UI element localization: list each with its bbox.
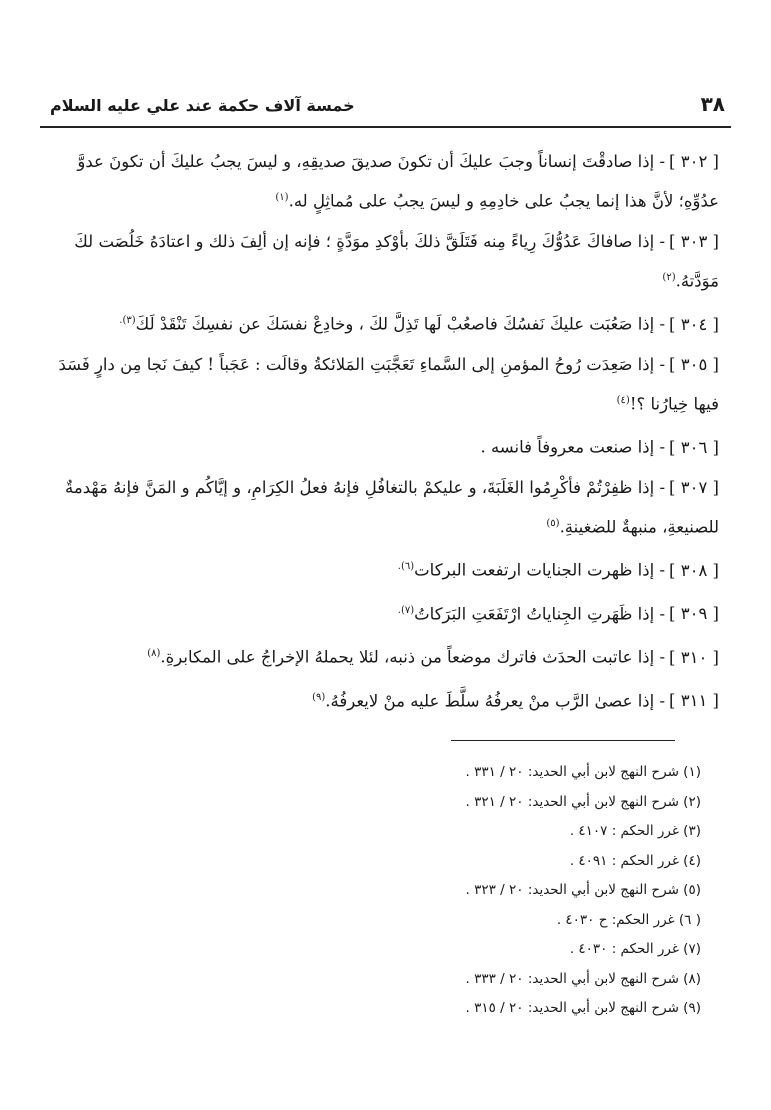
footnote-item: (٨) شرح النهج لابن أبي الحديد: ٢٠ / ٣٣٣ . bbox=[465, 970, 701, 987]
footnote-item: (٥) شرح النهج لابن أبي الحديد: ٢٠ / ٣٢٣ . bbox=[465, 882, 701, 898]
footnote-ref: (٣). bbox=[119, 315, 136, 326]
saying-number: [ ٣٠٨ ] bbox=[669, 560, 719, 580]
footnote-item: (٧) غرر الحكم : ٤٠٣٠ . bbox=[569, 941, 701, 957]
footnote-ref: (٧). bbox=[397, 604, 415, 616]
footnote-item: ( ٦) غرر الحكم: ح ٤٠٣٠ . bbox=[556, 911, 701, 928]
saying-number: [ ٣٠٥ ] bbox=[669, 354, 719, 374]
saying-number: [ ٣٠٩ ] bbox=[669, 604, 719, 623]
saying-308 bbox=[58, 549, 719, 589]
saying-text: - إذا عصىٰ الرَّب منْ يعرفُهُ سلَّطَ عليه منْ لايعرفُهُ. bbox=[325, 691, 666, 710]
saying-303 bbox=[58, 224, 719, 300]
saying-309 bbox=[58, 593, 719, 633]
saying-305 bbox=[58, 347, 719, 423]
saying-number: [ ٣١١ ] bbox=[669, 691, 719, 710]
saying-number: [ ٣٠٤ ] bbox=[669, 314, 719, 334]
saying-311 bbox=[58, 680, 719, 720]
footnote-item: (١) شرح النهج لابن أبي الحديد: ٢٠ / ٣٣١ . bbox=[465, 764, 701, 780]
footnote-ref: (٢) bbox=[662, 271, 676, 283]
saying-304 bbox=[58, 303, 719, 343]
footnote-ref: (٤) bbox=[616, 394, 630, 406]
saying-text: - إذا صَعِدَت رُوحُ المؤمنِ إلى السَّماءِ تَعَجَّبَتِ المَلائكةُ وقالَت : عَجَباً ! كيفَ نَجا مِن دارٍ فَسَدَ فيها خِيارُنا ؟! bbox=[58, 354, 719, 413]
saying-number: [ ٣٠٦ ] bbox=[669, 437, 719, 457]
running-header bbox=[40, 86, 731, 128]
footnote-item: (٤) غرر الحكم : ٤٠٩١ . bbox=[569, 852, 701, 869]
footnote-item: (٩) شرح النهج لابن أبي الحديد: ٢٠ / ٣١٥ . bbox=[465, 1000, 701, 1016]
saying-number: [ ٣٠٧ ] bbox=[669, 477, 719, 497]
footnote-ref: (٩) bbox=[312, 691, 326, 703]
saying-302 bbox=[58, 144, 719, 220]
saying-text: - إذا صنعت معروفاً فانسه . bbox=[480, 437, 666, 457]
saying-text: - إذا ظهرت الجنايات ارتفعت البركات bbox=[414, 560, 666, 580]
page-number: ٣٨ bbox=[700, 92, 725, 116]
footnotes-list bbox=[201, 758, 701, 1024]
saying-307 bbox=[58, 470, 719, 546]
saying-number: [ ٣١٠ ] bbox=[669, 647, 719, 667]
saying-text: - إذا ظفِرْتُمْ فأكْرِمُوا الغَلَبَةَ، و عليكمْ بالتغافُلِ فإنهُ فعلُ الكِرَامِ، و إيَّاكُم و المَنَّ فإنهُ مَهْدمةٌ للصنيعةِ، منبهةٌ للضغينةِ. bbox=[65, 477, 719, 536]
footnote-item: (٣) غرر الحكم : ٤١٠٧ . bbox=[569, 823, 701, 839]
saying-310 bbox=[58, 636, 719, 676]
saying-number: [ ٣٠٣ ] bbox=[669, 231, 719, 251]
saying-text: - إذا عاتبت الحدَث فاترك موضعاً من ذنبه، لئلا يحملهُ الإخراجُ على المكابرةِ. bbox=[160, 647, 666, 667]
footnote-ref: (٦). bbox=[397, 561, 415, 572]
footnote-ref: (٥) bbox=[546, 517, 560, 529]
saying-text: - إذا ظَهَرتِ الجِناياتُ ارْتَفَعَتِ البَرَكاتُ bbox=[414, 604, 666, 623]
footnote-separator bbox=[451, 740, 675, 741]
saying-text: - إذا صَعُبَت عليكَ نَفسُكَ فاصعُبْ لَها تَذِلَّ لكَ ، وخادِعْ نفسَكَ عن نفسِكَ تَنْقَدْ لَكَ bbox=[135, 314, 666, 334]
saying-306 bbox=[58, 426, 719, 466]
saying-number: [ ٣٠٢ ] bbox=[669, 152, 719, 171]
saying-text: - إذا صافاكَ عَدُوُّكَ رِياءً مِنه فَتَلَقَّ ذلكَ بأوْكدِ موَدَّةٍ ؛ فإنه إن ألِفَ ذلك و اعتادَهُ خَلُصَت لكَ مَوَدَّتهُ. bbox=[74, 231, 719, 290]
footnote-item: (٢) شرح النهج لابن أبي الحديد: ٢٠ / ٣٢١ . bbox=[465, 793, 701, 810]
saying-text: - إذا صادقْتَ إنساناً وجبَ عليكَ أن تكونَ صديقَ صديقِهِ، و ليسَ يجبُ عليكَ أن تكونَ عدوَّ عدُوِّهِ؛ لأنَّ هذا إنما يجبُ على خادِمِهِ و ليسَ يجبُ على مُماثِلٍ له. bbox=[77, 152, 719, 211]
header-title: خمسة آلاف حكمة عند علي عليه السلام bbox=[50, 96, 355, 115]
footnote-ref: (٨) bbox=[147, 648, 161, 659]
footnote-ref: (١) bbox=[275, 192, 289, 203]
sayings-list bbox=[58, 144, 719, 723]
